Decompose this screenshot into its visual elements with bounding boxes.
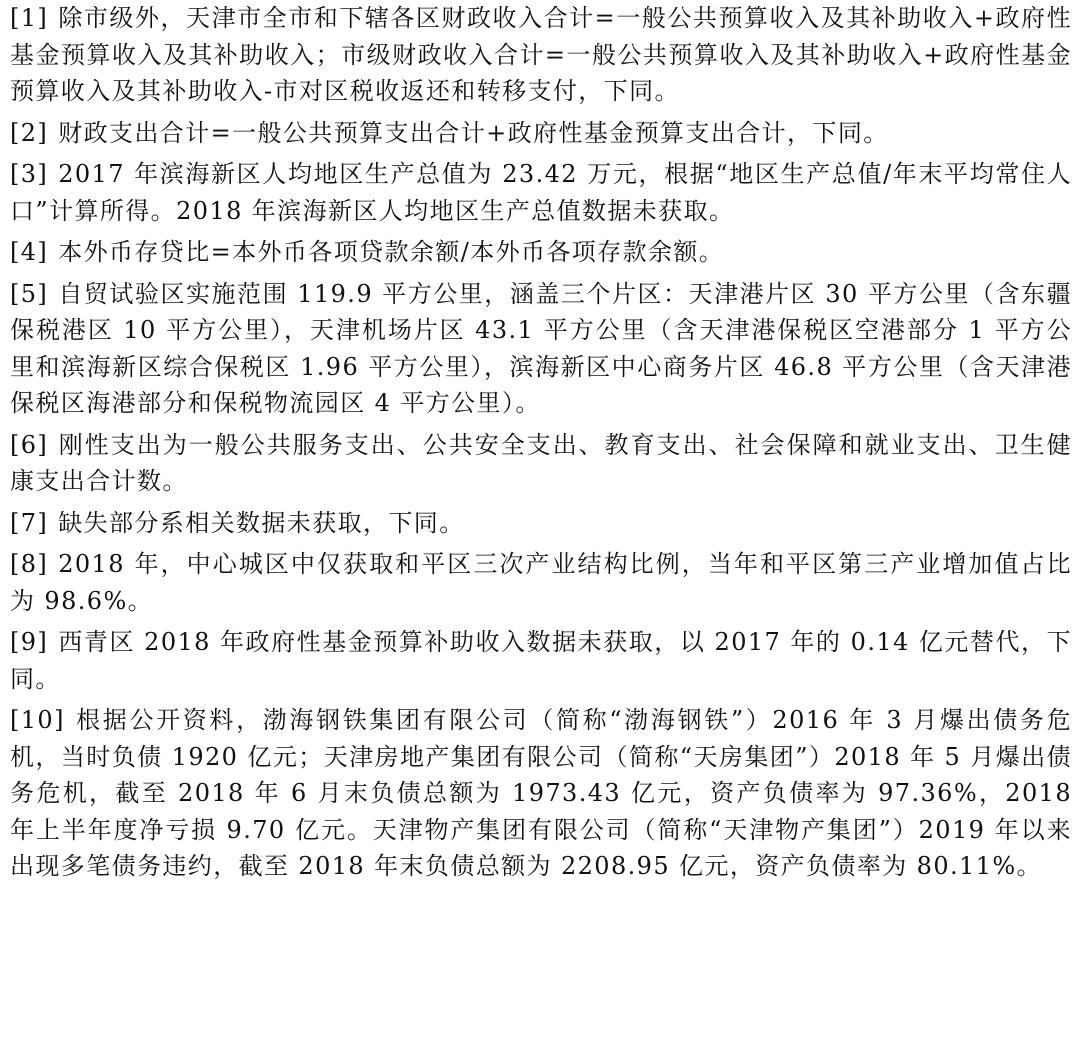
footnote-marker: [6] [10, 430, 49, 459]
footnote-text: 除市级外，天津市全市和下辖各区财政收入合计=一般公共预算收入及其补助收入+政府性基金预算收入及其补助收入；市级财政收入合计=一般公共预算收入及其补助收入+政府性基金预算收入及其补助收入-市对区税收返还和转移支付，下同。 [10, 4, 1072, 105]
footnote-9 [10, 624, 1072, 697]
footnote-text: 本外币存贷比=本外币各项贷款余额/本外币各项存款余额。 [58, 238, 725, 266]
footnote-text: 自贸试验区实施范围 119.9 平方公里，涵盖三个片区：天津港片区 30 平方公里（含东疆保税港区 10 平方公里），天津机场片区 43.1 平方公里（含天津港保税区空港部分 1 平方公里和滨海新区综合保税区 1.96 平方公里），滨海新区中心商务片区 46.8 平方公里（含天津港保税区海港部分和保税物流园区 4 平方公里）。 [10, 279, 1072, 417]
footnote-marker: [1] [10, 4, 49, 32]
footnote-marker: [8] [10, 550, 49, 578]
footnote-8 [10, 546, 1072, 619]
footnote-text: 缺失部分系相关数据未获取，下同。 [58, 508, 465, 537]
footnote-marker: [9] [10, 628, 49, 656]
footnote-text: 2017 年滨海新区人均地区生产总值为 23.42 万元，根据“地区生产总值/年末平均常住人口”计算所得。2018 年滨海新区人均地区生产总值数据未获取。 [10, 160, 1072, 225]
footnote-4 [10, 234, 1072, 271]
footnote-marker: [5] [10, 279, 49, 308]
footnote-marker: [7] [10, 508, 49, 537]
footnote-text: 刚性支出为一般公共服务支出、公共安全支出、教育支出、社会保障和就业支出、卫生健康支出合计数。 [10, 430, 1072, 495]
footnote-marker: [2] [10, 118, 49, 147]
footnote-3 [10, 156, 1072, 229]
footnote-marker: [3] [10, 160, 49, 188]
footnote-text: 西青区 2018 年政府性基金预算补助收入数据未获取，以 2017 年的 0.14 亿元替代，下同。 [10, 628, 1072, 693]
footnote-6 [10, 427, 1072, 500]
footnote-marker: [4] [10, 238, 49, 266]
footnote-marker: [10] [10, 706, 65, 734]
footnote-text: 财政支出合计=一般公共预算支出合计+政府性基金预算支出合计，下同。 [58, 118, 889, 147]
footnote-1 [10, 0, 1072, 110]
footnote-2 [10, 115, 1072, 152]
footnote-5 [10, 276, 1072, 422]
footnote-10 [10, 702, 1072, 885]
footnote-text: 根据公开资料，渤海钢铁集团有限公司（简称“渤海钢铁”）2016 年 3 月爆出债务危机，当时负债 1920 亿元；天津房地产集团有限公司（简称“天房集团”）2018 年 5 月爆出债务危机，截至 2018 年 6 月末负债总额为 1973.43 亿元，资产负债率为 97.36%，2018 年上半年度净亏损 9.70 亿元。天津物产集团有限公司（简称“天津物产集团”）2019 年以来出现多笔债务违约，截至 2018 年末负债总额为 2208.95 亿元，资产负债率为 80.11%。 [10, 706, 1072, 880]
footnote-text: 2018 年，中心城区中仅获取和平区三次产业结构比例，当年和平区第三产业增加值占比为 98.6%。 [10, 550, 1072, 615]
footnotes-list [10, 0, 1072, 885]
footnote-7 [10, 505, 1072, 542]
